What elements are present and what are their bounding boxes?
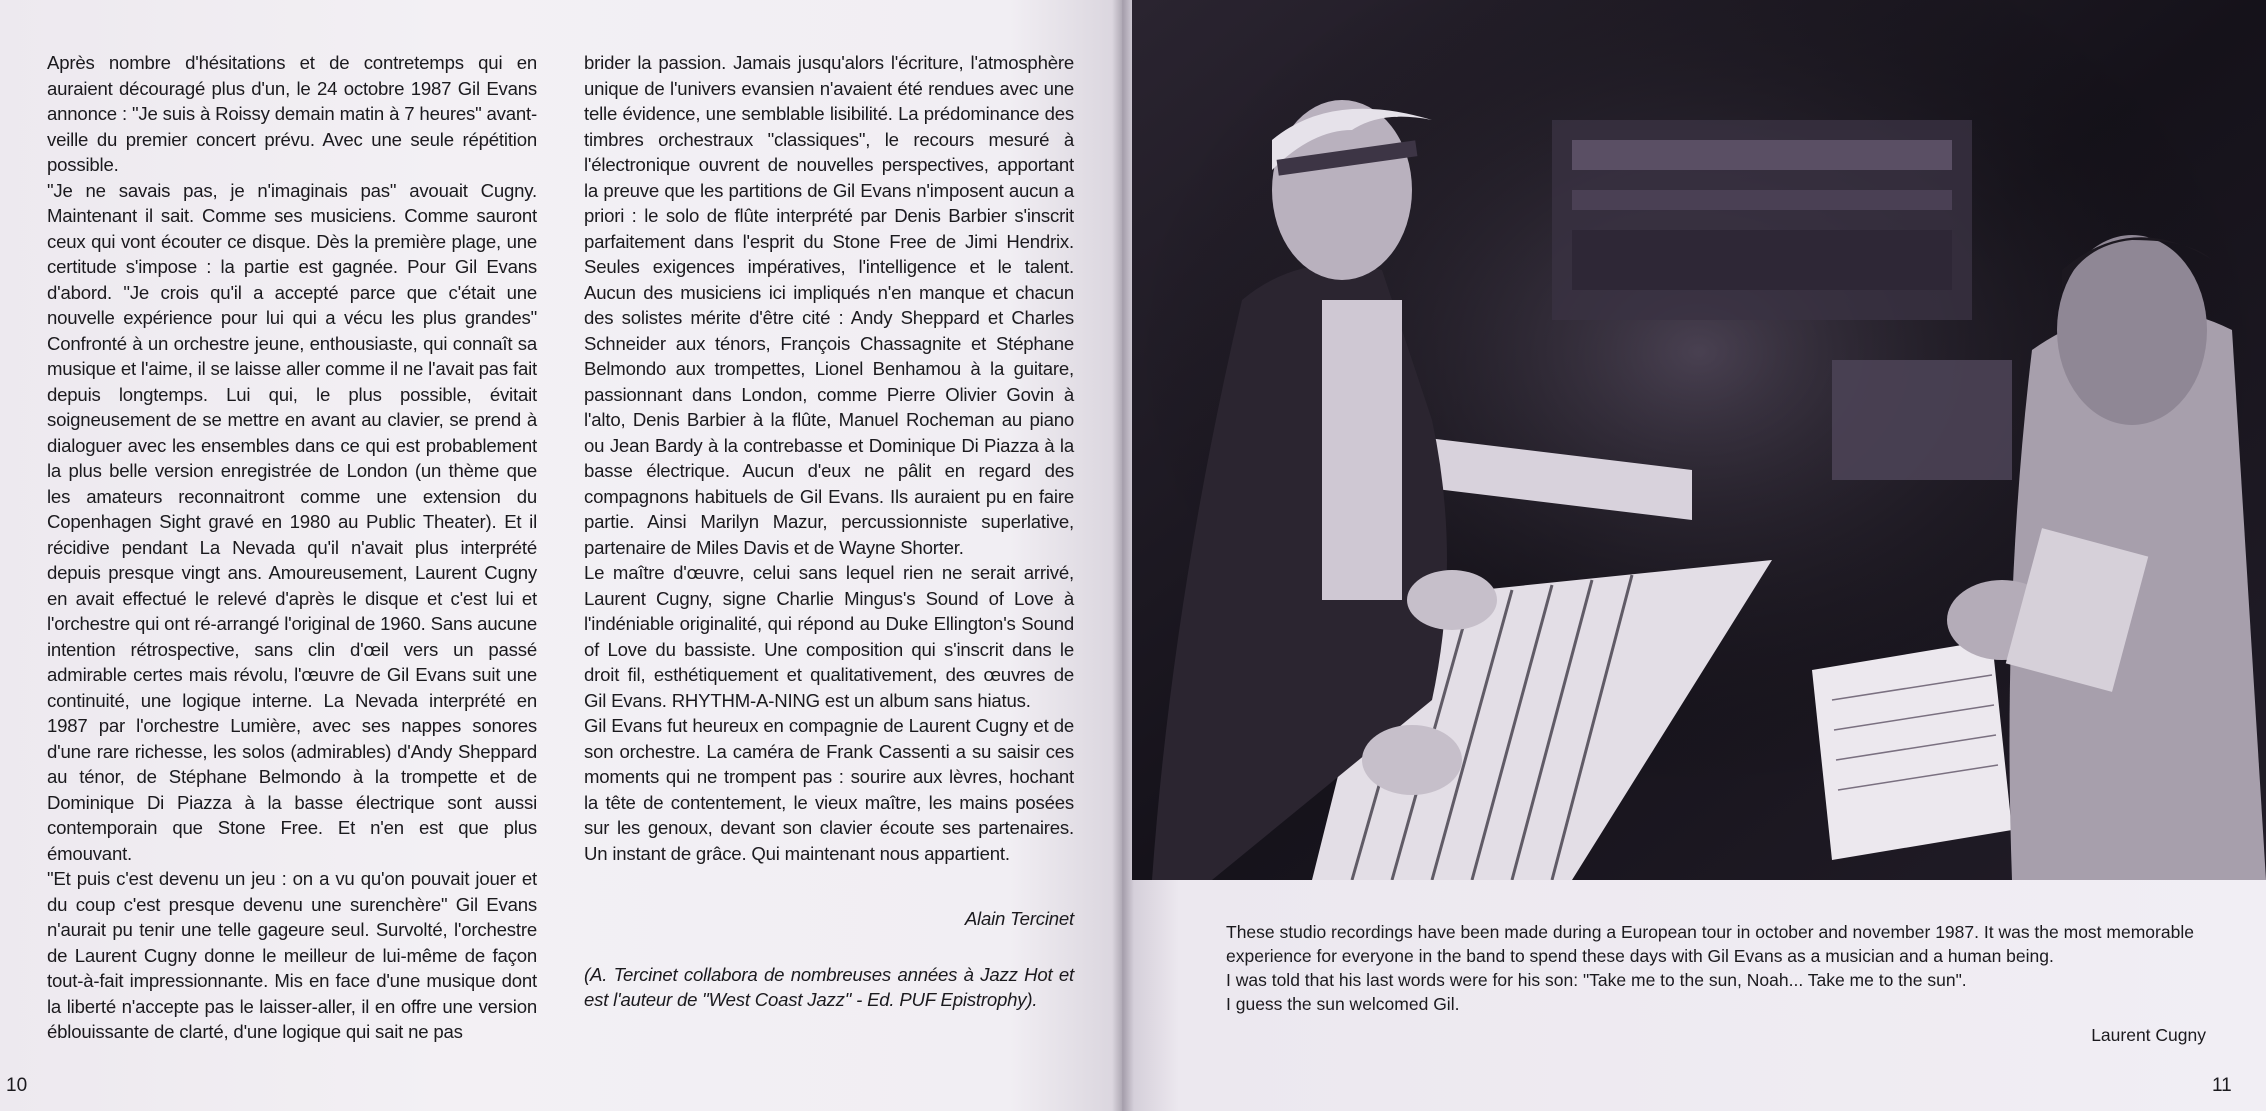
paragraph: Le maître d'œuvre, celui sans lequel rien ne serait arrivé, Laurent Cugny, signe Charlie Mingus's Sound of Love à l'indéniable originalité, qui répond au Duke Ellington's Sound of Love du bassiste. Une composition qui s'inscrit dans le droit fil, esthétiquement et qualitativement, des œuvres de Gil Evans. RHYTHM-A-NING est un album sans hiatus. [584,562,1074,711]
photo-illustration [1132,0,2266,880]
caption-line: These studio recordings have been made during a European tour in october and november 1987. It was the most memorable experience for everyone in the band to spend these days with Gil Evans as a musician and a human being. [1226,922,2194,966]
page-number-left: 10 [6,1075,28,1096]
author-signature: Alain Tercinet [964,908,1074,929]
author-note: (A. Tercinet collabora de nombreuses années à Jazz Hot et est l'auteur de "West Coast Jazz" - Ed. PUF Epistrophy). [584,963,1074,1010]
paragraph: "Et puis c'est devenu un jeu : on a vu qu'on pouvait jouer et du coup c'est presque devenu une surenchère" Gil Evans n'aurait pu tenir une telle gageure seul. Survolté, l'orchestre de Laurent Cugny donne le meilleur de lui-même de façon tout-à-fait impressionnante. Mis en face d'une musique dont la liberté n'accepte pas le laisser-aller, il en offre une version éblouissante de clarté, d'une logique qui sait ne pas [47,868,537,1042]
caption-signature: Laurent Cugny [2091,1025,2206,1045]
caption-line: I was told that his last words were for his son: "Take me to the sun, Noah... Take me to the sun". [1226,970,1967,990]
page-number-right: 11 [2212,1075,2232,1096]
paragraph: Après nombre d'hésitations et de contretemps qui en auraient découragé plus d'un, le 24 octobre 1987 Gil Evans annonce : "Je suis à Roissy demain matin à 7 heures" avant-veille du premier concert prévu. Avec une seule répétition possible. [47,52,537,175]
left-page [0,0,1122,1111]
paragraph: Gil Evans fut heureux en compagnie de Laurent Cugny et de son orchestre. La caméra de Frank Cassenti a su saisir ces moments qui ne trompent pas : sourire aux lèvres, hochant la tête de contentement, le vieux maître, les mains posées sur les genoux, devant son clavier écoute ses partenaires. Un instant de grâce. Qui maintenant nous appartient. [584,715,1074,864]
text-column-2 [584,50,1074,1012]
text-column-1 [47,50,537,1045]
studio-photo [1132,0,2266,880]
paragraph: "Je ne savais pas, je n'imaginais pas" avouait Cugny. Maintenant il sait. Comme ses musiciens. Comme sauront ceux qui vont écouter ce disque. Dès la première plage, une certitude s'impose : la partie est gagnée. Pour Gil Evans d'abord. "Je crois qu'il a accepté parce que c'était une nouvelle expérience pour lui qui a vécu les plus grandes" Confronté à un orchestre jeune, enthousiaste, qui connaît sa musique et l'aime, il se laisse aller comme il ne l'avait pas fait depuis longtemps. Lui qui, le plus possible, évitait soigneusement de se mettre en avant au clavier, se prend à dialoguer avec les ensembles dans ce qui est probablement la plus belle version enregistrée de London (un thème que les amateurs reconnaitront comme une extension du Copenhagen Sight gravé en 1980 au Public Theater). Et il récidive pendant La Nevada qu'il n'avait plus interprété depuis presque vingt ans. Amoureusement, Laurent Cugny en avait effectué le relevé d'après le disque et c'est lui et l'orchestre qui ont ré-arrangé l'original de 1960. Sans aucune intention rétrospective, sans clin d'œil vers un passé admirable certes mais révolu, l'œuvre de Gil Evans suit une continuité, une logique interne. La Nevada interprété en 1987 par l'orchestre Lumière, avec ses nappes sonores d'une rare richesse, les solos (admirables) d'Andy Sheppard au ténor, de Stéphane Belmondo à la trompette et de Dominique Di Piazza à la basse électrique sont aussi contemporain que Stone Free. Et n'en est que plus émouvant. [47,179,537,864]
caption-line: I guess the sun welcomed Gil. [1226,994,1460,1014]
photo-caption [1226,920,2216,1016]
paragraph: brider la passion. Jamais jusqu'alors l'écriture, l'atmosphère unique de l'univers evansien n'avaient été rendues avec une telle évidence, une semblable lisibilité. La prédominance des timbres orchestraux "classiques", le recours mesuré à l'électronique ouvrent de nouvelles perspectives, apportant la preuve que les partitions de Gil Evans n'imposent aucun a priori : le solo de flûte interprété par Denis Barbier s'inscrit parfaitement dans l'esprit du Stone Free de Jimi Hendrix. Seules exigences impératives, l'intelligence et le talent. Aucun des musiciens ici impliqués n'en manque et chacun des solistes mérite d'être cité : Andy Sheppard et Charles Schneider aux ténors, François Chassagnite et Stéphane Belmondo aux trompettes, Lionel Benhamou à la guitare, passionnant dans London, comme Pierre Olivier Govin à l'alto, Denis Barbier à la flûte, Manuel Rocheman au piano ou Jean Bardy à la contrebasse et Dominique Di Piazza à la basse électrique. Aucun d'eux ne pâlit en regard des compagnons habituels de Gil Evans. Ils auraient pu en faire partie. Ainsi Marilyn Mazur, percussionniste superlative, partenaire de Miles Davis et de Wayne Shorter. [584,52,1074,558]
page-gutter [1112,0,1134,1111]
